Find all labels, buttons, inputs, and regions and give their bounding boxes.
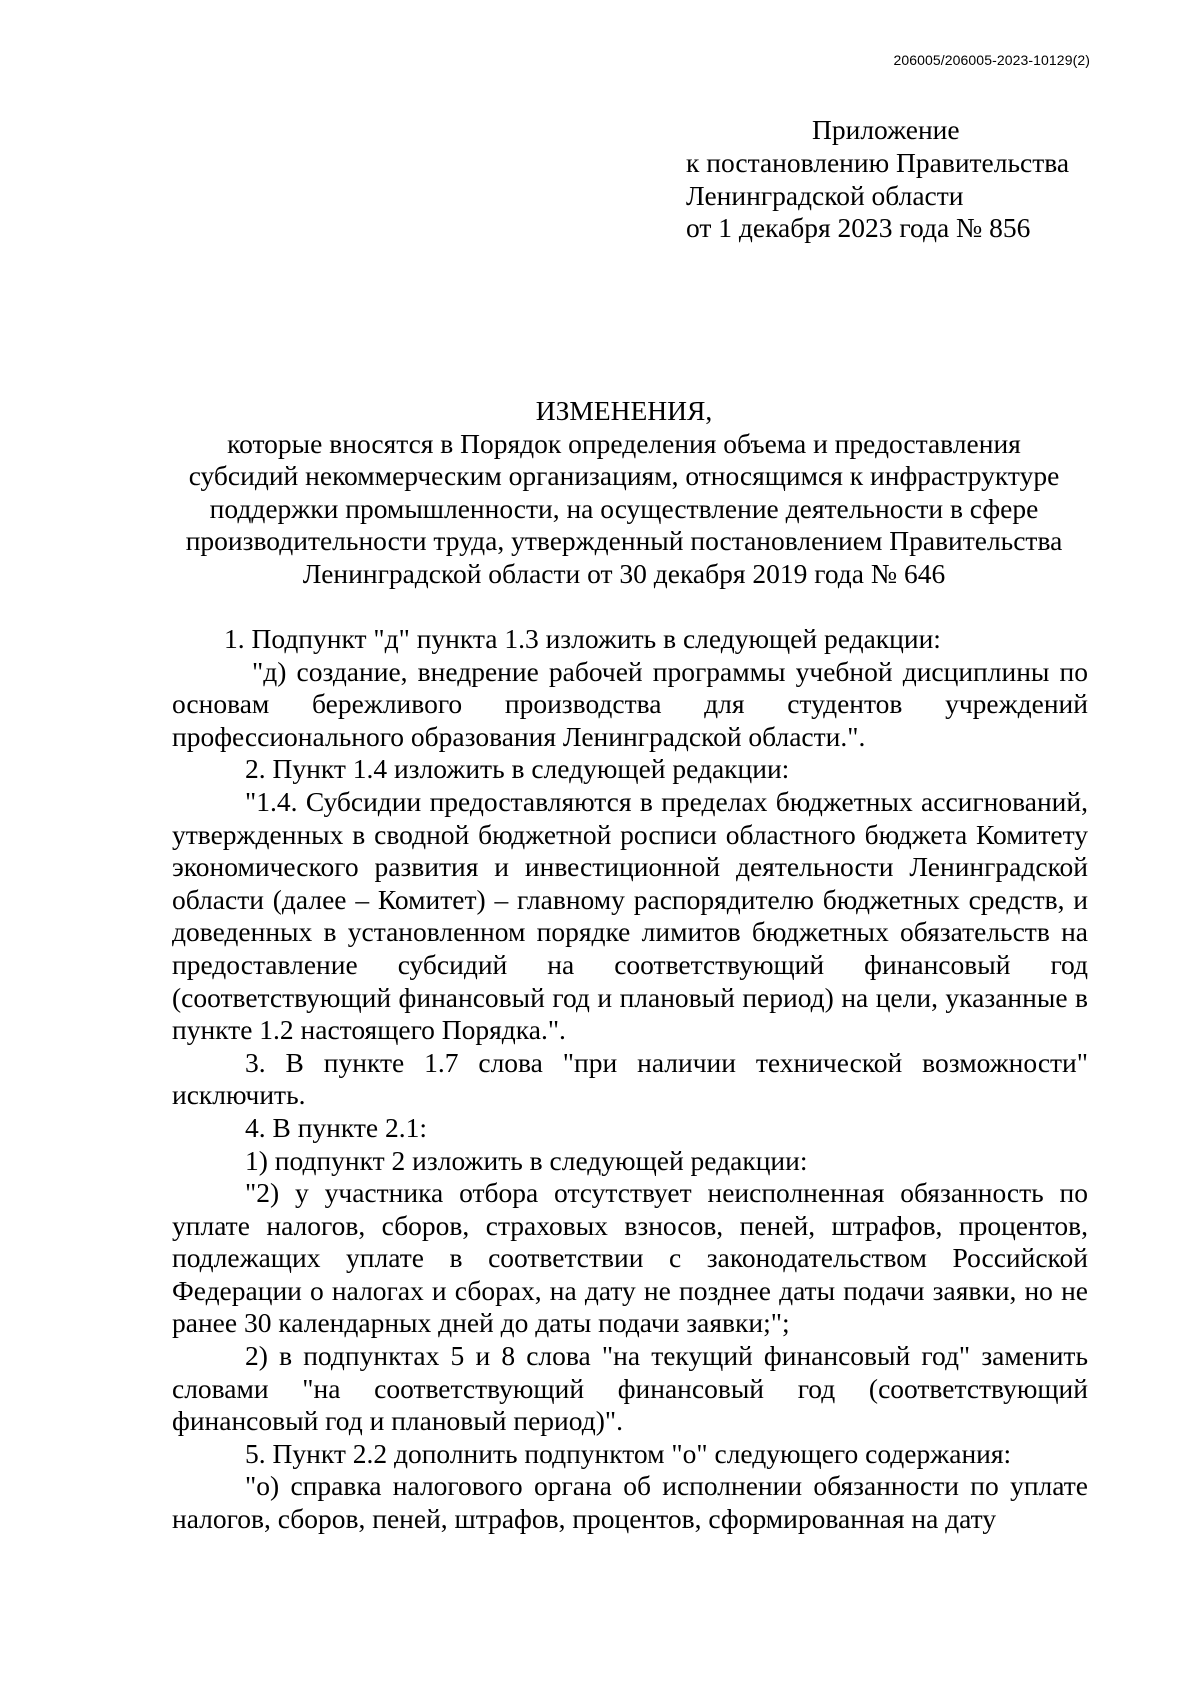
- amendment-item-2: 2. Пункт 1.4 изложить в следующей редакции:: [245, 753, 790, 785]
- amendment-quote: "о) справка налогового органа об исполнении обязанности по уплате налогов, сборов, пеней, штрафов, процентов, сформированная на дату: [172, 1470, 1088, 1535]
- appendix-date-number: от 1 декабря 2023 года № 856: [686, 212, 1031, 244]
- amendment-item-4: 4. В пункте 2.1:: [245, 1111, 428, 1143]
- amendment-quote: "1.4. Субсидии предоставляются в пределах бюджетных ассигнований, утвержденных в сводной бюджетной росписи областного бюджета Комитету экономического развития и инвестиционной деятельности Ленинградской области (далее – Комитет) – главному распорядителю бюджетных средств, и доведенных в установленном порядке лимитов бюджетных обязательств на предоставление субсидий на соответствующий финансовый год (соответствующий финансовый год и плановый период) на цели, указанные в пункте 1.2 настоящего Порядка.".: [172, 785, 1088, 1046]
- title-heading: ИЗМЕНЕНИЯ,: [535, 395, 713, 426]
- title-line: производительности труда, утвержденный постановлением Правительства: [185, 525, 1063, 557]
- amendment-subitem: 1) подпункт 2 изложить в следующей редакции:: [245, 1144, 808, 1176]
- document-body: [172, 623, 1088, 1536]
- amendment-quote: "2) у участника отбора отсутствует неисполненная обязанность по уплате налогов, сборов, страховых взносов, пеней, штрафов, процентов, подлежащих уплате в соответствии с законодательством Российской Федерации о налогах и сборах, на дату не позднее даты подачи заявки, но не ранее 30 календарных дней до даты подачи заявки;";: [172, 1177, 1088, 1339]
- title-line: субсидий некоммерческим организациям, относящимся к инфраструктуре: [188, 460, 1060, 492]
- appendix-decree-ref: к постановлению Правительства: [686, 146, 1070, 178]
- title-line: которые вносятся в Порядок определения объема и предоставления: [227, 427, 1021, 459]
- amendment-item-5: 5. Пункт 2.2 дополнить подпунктом "о" следующего содержания:: [245, 1437, 1012, 1469]
- amendment-item-3: 3. В пункте 1.7 слова "при наличии технической возможности" исключить.: [172, 1046, 1088, 1111]
- appendix-label: Приложение: [812, 114, 960, 145]
- document-id: 206005/206005-2023-10129(2): [893, 52, 1090, 68]
- amendment-subitem: 2) в подпунктах 5 и 8 слова "на текущий финансовый год" заменить словами "на соответствующий финансовый год (соответствующий финансовый год и плановый период)".: [172, 1340, 1088, 1437]
- appendix-region: Ленинградской области: [686, 179, 964, 211]
- amendment-quote: "д) создание, внедрение рабочей программы учебной дисциплины по основам бережливого производства для студентов учреждений профессионального образования Ленинградской области.".: [172, 655, 1088, 752]
- amendment-item-1: 1. Подпункт "д" пункта 1.3 изложить в следующей редакции:: [224, 623, 941, 654]
- title-line: поддержки промышленности, на осуществление деятельности в сфере: [209, 492, 1039, 524]
- title-line: Ленинградской области от 30 декабря 2019 года № 646: [302, 557, 946, 589]
- document-title: [160, 395, 1088, 591]
- appendix-block: [686, 114, 1069, 245]
